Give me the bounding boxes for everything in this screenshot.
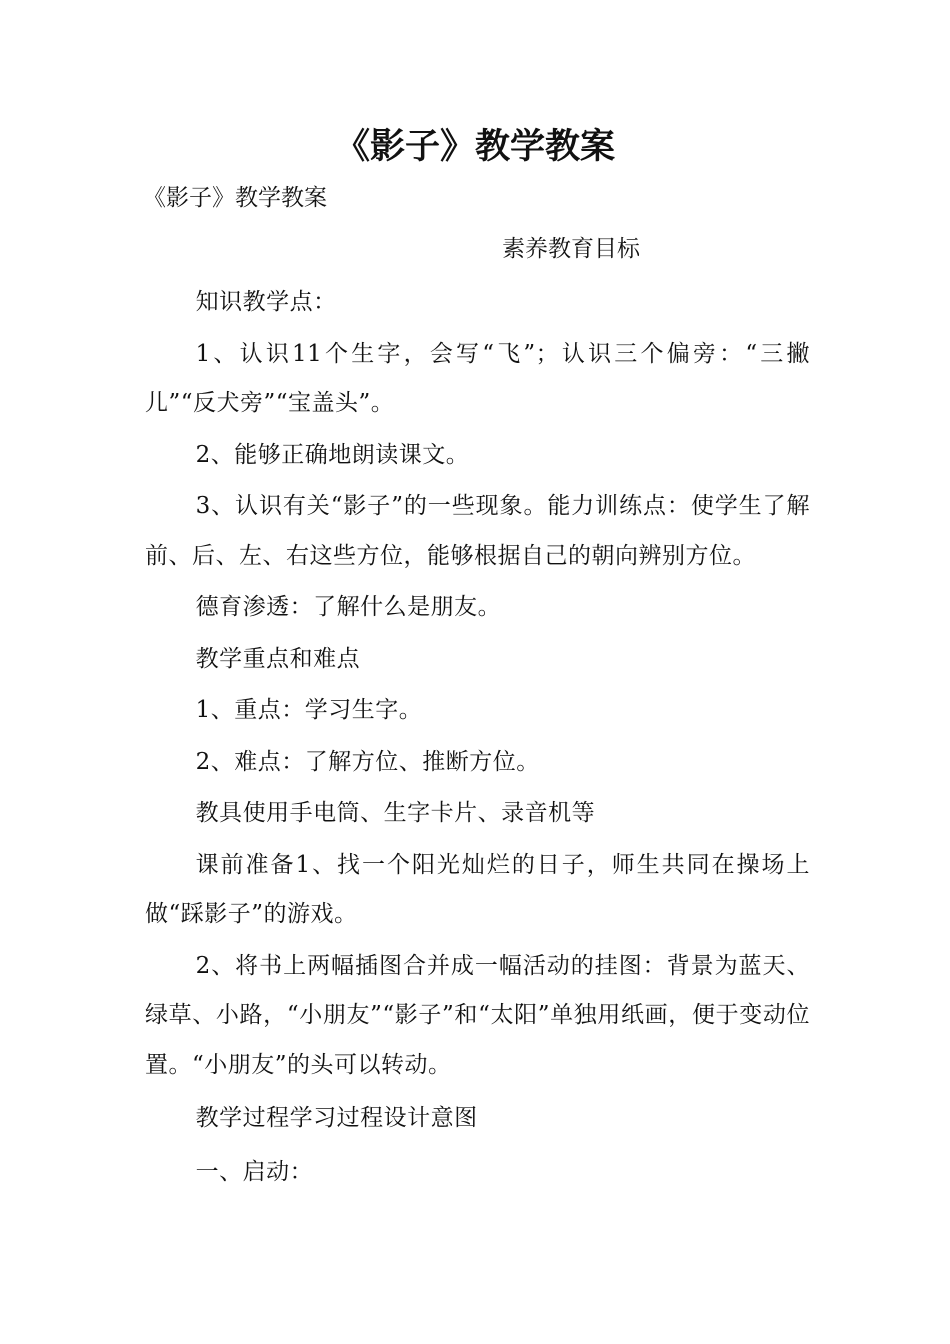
paragraph: 一、启动： — [195, 1158, 314, 1185]
paragraph: 2、难点：了解方位、推断方位。 — [195, 748, 540, 775]
paragraph: 教学过程学习过程设计意图 — [195, 1105, 478, 1131]
section-heading: 素养教育目标 — [502, 236, 640, 262]
paragraph: 教学重点和难点 — [195, 645, 361, 672]
paragraph: 2、能够正确地朗读课文。 — [195, 441, 470, 468]
paragraph: 1、重点：学习生字。 — [195, 697, 423, 723]
paragraph: 2、将书上两幅插图合并成一幅活动的挂图：背景为蓝天、绿草、小路，“小朋友”“影子”和“太阳”单独用纸画，便于变动位置。“小朋友”的头可以转动。 — [145, 952, 810, 1078]
paragraph: 课前准备1、找一个阳光灿烂的日子，师生共同在操场上做“踩影子”的游戏。 — [145, 851, 810, 927]
document-subtitle: 《影子》教学教案 — [143, 185, 327, 211]
paragraph: 1、认识11个生字，会写“飞”；认识三个偏旁：“三撇儿”“反犬旁”“宝盖头”。 — [145, 340, 810, 416]
document-body — [145, 278, 810, 1199]
document-title: 《影子》教学教案 — [334, 127, 615, 167]
paragraph: 教具使用手电筒、生字卡片、录音机等 — [195, 800, 596, 826]
paragraph: 3、认识有关“影子”的一些现象。能力训练点：使学生了解前、后、左、右这些方位，能够根据自己的朝向辨别方位。 — [145, 493, 810, 569]
paragraph: 德育渗透：了解什么是朋友。 — [195, 594, 502, 620]
paragraph: 知识教学点： — [195, 289, 337, 315]
